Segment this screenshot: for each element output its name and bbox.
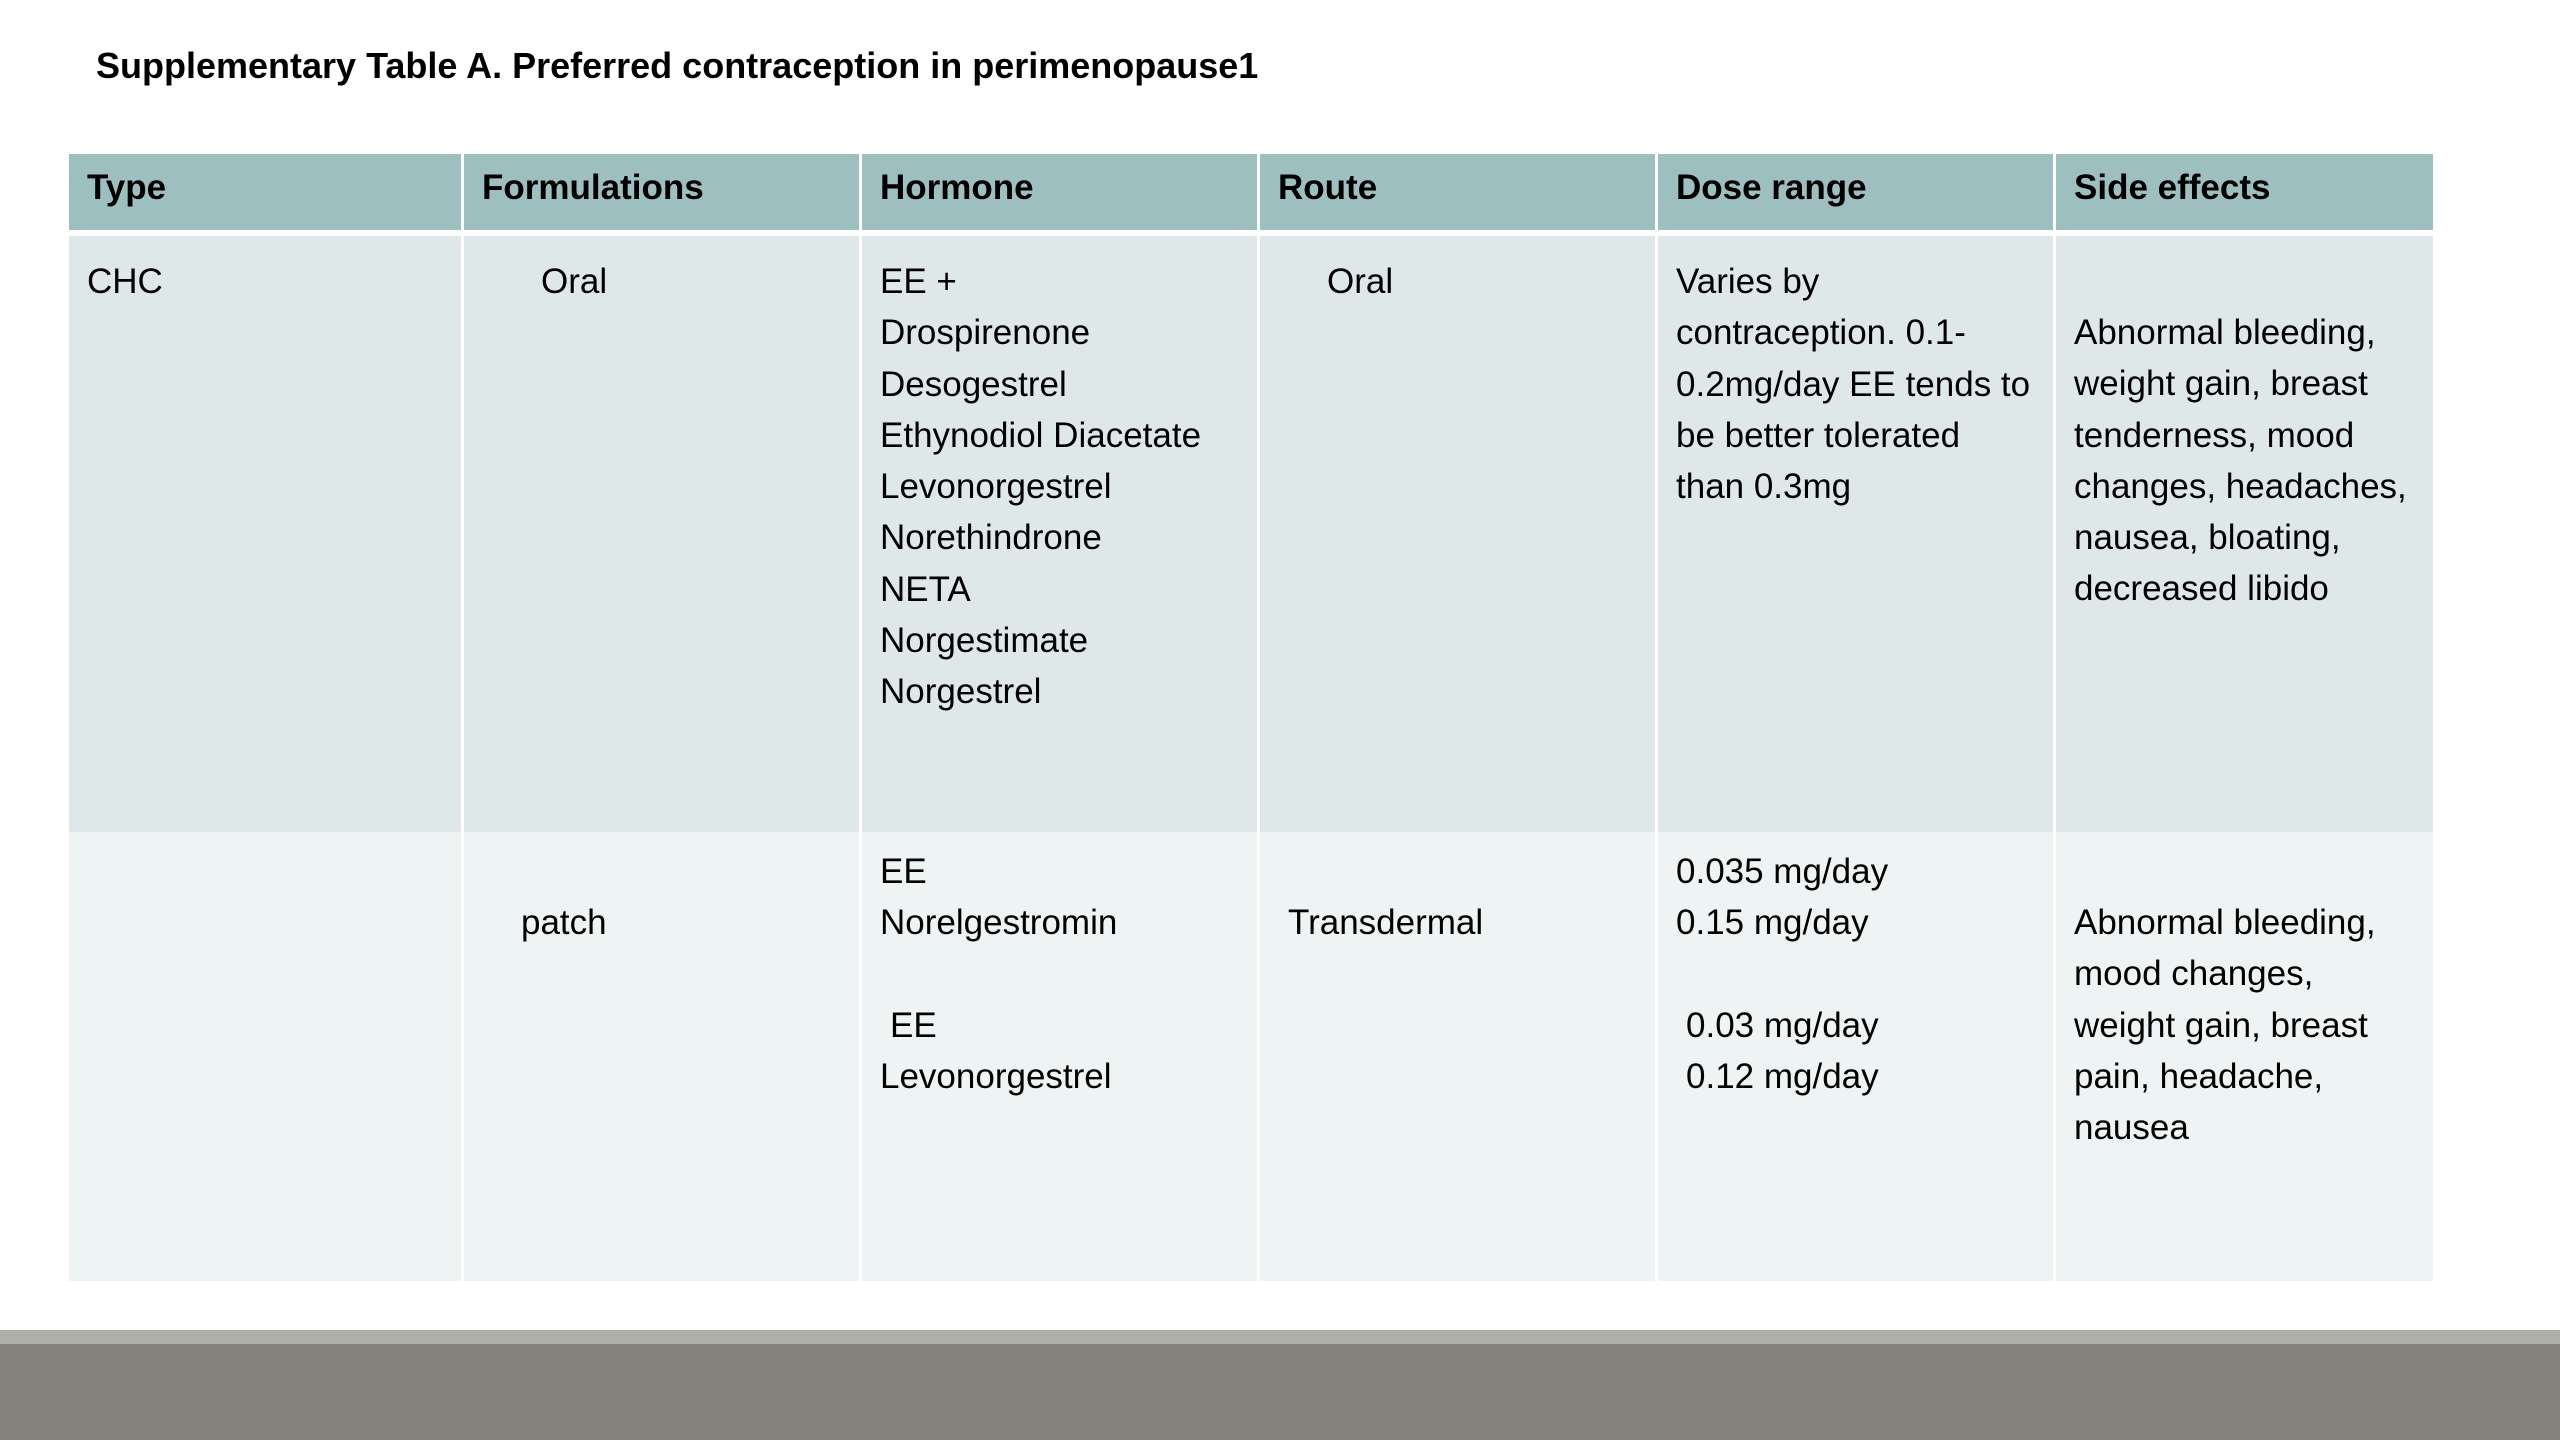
table-title: Supplementary Table A. Preferred contraception in perimenopause1 [96,45,1259,86]
row2-formulation [464,832,862,1281]
footer-bar [0,1344,2560,1440]
row1-side-effects-text: Abnormal bleeding, weight gain, breast tenderness, mood changes, headaches, nausea, bloating, decreased libido [2074,313,2407,609]
header-side-effects: Side effects [2056,154,2433,230]
hormone-line: Norethindrone [880,518,1102,558]
hormone-line: Levonorgestrel [880,467,1112,507]
hormone-spacer [880,949,1241,1000]
row1-dose-text: Varies by contraception. 0.1-0.2mg/day EE tends to be better tolerated than 0.3mg [1676,262,2031,507]
row2-hormone [862,832,1260,1281]
row2-formulation-text: patch [521,903,607,942]
hormone-line: Drospirenone [880,313,1091,353]
row2-type [69,832,464,1281]
hormone-line: Norelgestromin [880,903,1118,943]
hormone-line: Levonorgestrel [880,1056,1112,1096]
dose-line: 0.12 mg/day [1686,1056,1879,1096]
row1-route-text: Oral [1327,262,1394,301]
footer-divider [0,1330,2560,1344]
row1-side-effects [2056,230,2433,832]
contraception-table [69,154,2433,1281]
hormone-line: EE [890,1005,937,1045]
row1-formulation-text: Oral [541,262,608,301]
row1-dose [1658,230,2056,832]
header-type: Type [69,154,464,230]
hormone-line: Norgestimate [880,621,1089,661]
hormone-line: EE [880,852,927,891]
row2-side-effects [2056,832,2433,1281]
dose-line: 0.035 mg/day [1676,852,1889,891]
row2-dose [1658,832,2056,1281]
row1-route [1260,230,1658,832]
row2-route [1260,832,1658,1281]
row1-formulation [464,230,862,832]
hormone-line: Norgestrel [880,672,1042,712]
header-dose-range: Dose range [1658,154,2056,230]
dose-line: 0.15 mg/day [1676,903,1869,943]
header-formulations: Formulations [464,154,862,230]
row2-route-text: Transdermal [1288,903,1484,942]
header-route: Route [1260,154,1658,230]
row1-type [69,230,464,832]
row2-side-effects-text: Abnormal bleeding, mood changes, weight gain, breast pain, headache, nausea [2074,903,2376,1148]
hormone-line: Desogestrel [880,364,1067,404]
hormone-line: EE + [880,262,957,301]
hormone-line: Ethynodiol Diacetate [880,415,1202,455]
dose-spacer [1676,949,2037,1000]
header-hormone: Hormone [862,154,1260,230]
row1-hormone [862,230,1260,832]
row1-type-text: CHC [87,262,163,301]
dose-line: 0.03 mg/day [1686,1005,1879,1045]
hormone-line: NETA [880,569,971,609]
